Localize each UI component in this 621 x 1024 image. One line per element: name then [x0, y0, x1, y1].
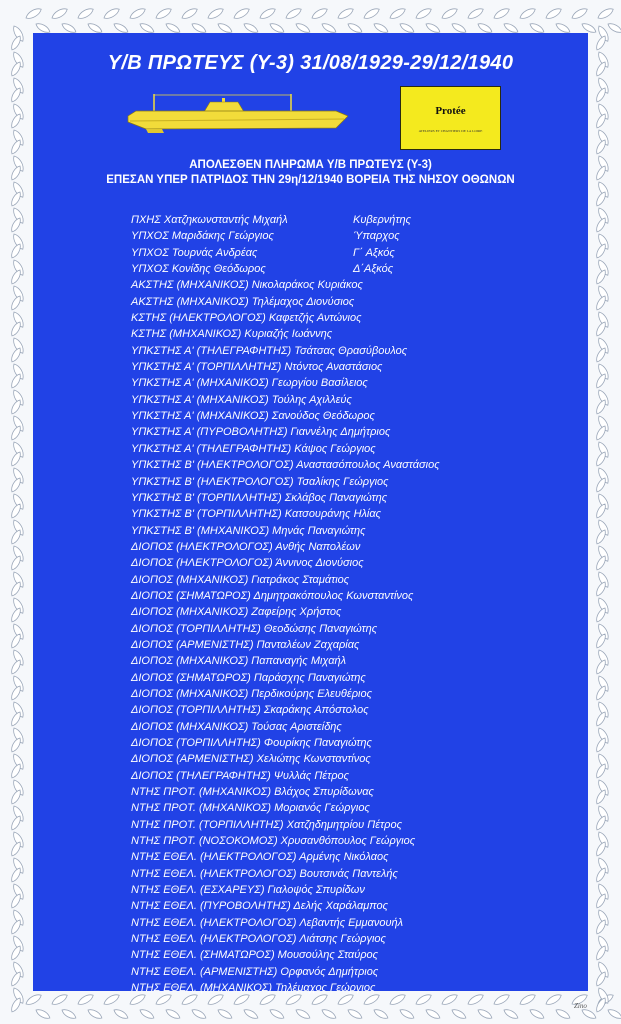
- laurel-leaf: [9, 269, 22, 286]
- crew-name: ΝΤΗΣ ΕΘΕΛ. (ΕΣΧΑΡΕΥΣ) Γιαλοψός Σπυρίδων: [131, 884, 365, 897]
- laurel-leaf: [594, 347, 607, 364]
- laurel-leaf: [594, 477, 607, 494]
- laurel-leaf: [594, 87, 607, 104]
- laurel-leaf: [269, 1007, 286, 1020]
- flag-name: Protée: [435, 105, 466, 117]
- list-item: [131, 686, 551, 702]
- laurel-leaf: [594, 841, 607, 858]
- crew-name: ΥΠΚΣΤΗΣ Α' (ΤΗΛΕΓΡΑΦΗΤΗΣ) Κάψος Γεώργιος: [131, 442, 376, 455]
- crew-name: ΥΠΚΣΤΗΣ Β' (ΗΛΕΚΤΡΟΛΟΓΟΣ) Τσαλίκης Γεώργιος: [131, 475, 389, 488]
- crew-name: ΔΙΟΠΟΣ (ΜΗΧΑΝΙΚΟΣ) Ζαφείρης Χρήστος: [131, 606, 342, 619]
- laurel-leaf: [607, 21, 621, 34]
- laurel-leaf: [594, 893, 607, 910]
- laurel-leaf: [492, 6, 511, 21]
- laurel-leaf: [594, 217, 607, 234]
- laurel-leaf: [9, 191, 22, 208]
- laurel-leaf: [414, 6, 433, 21]
- laurel-leaf: [9, 971, 22, 988]
- list-item: [131, 245, 551, 261]
- crew-name: ΠΧΗΣ Χατζηκωνσταντής Μιχαήλ: [131, 214, 288, 226]
- laurel-leaf: [9, 503, 22, 520]
- list-item: [131, 621, 551, 637]
- laurel-leaf: [594, 191, 607, 208]
- crew-name: ΔΙΟΠΟΣ (ΜΗΧΑΝΙΚΟΣ) Τούσας Αριστείδης: [131, 720, 342, 733]
- list-item: [131, 768, 551, 784]
- laurel-leaf: [50, 6, 69, 21]
- laurel-leaf: [425, 1007, 442, 1020]
- laurel-leaf: [440, 6, 459, 21]
- crew-name: ΔΙΟΠΟΣ (ΜΗΧΑΝΙΚΟΣ) Γιατράκος Σταμάτιος: [131, 573, 350, 586]
- crew-name: ΚΣΤΗΣ (ΗΛΕΚΤΡΟΛΟΓΟΣ) Καφετζής Αντώνιος: [131, 312, 362, 325]
- laurel-leaf: [607, 1007, 621, 1020]
- crew-role: Γ΄ Αξκός: [353, 246, 395, 259]
- page-title: Υ/Β ΠΡΩΤΕΥΣ (Υ-3) 31/08/1929-29/12/1940: [107, 52, 514, 74]
- laurel-leaf: [284, 6, 303, 21]
- laurel-leaf: [9, 997, 22, 1014]
- crew-name: ΚΣΤΗΣ (ΜΗΧΑΝΙΚΟΣ) Κυριαζής Ιωάννης: [131, 328, 333, 341]
- list-item: [131, 670, 551, 686]
- crew-name: ΝΤΗΣ ΕΘΕΛ. (ΗΛΕΚΤΡΟΛΟΓΟΣ) Λιάτσης Γεώργιος: [131, 933, 386, 946]
- laurel-leaf: [594, 295, 607, 312]
- crew-name: ΥΠΚΣΤΗΣ Α' (ΜΗΧΑΝΙΚΟΣ) Σανούδος Θεόδωρος: [131, 410, 375, 423]
- crew-name: ΝΤΗΣ ΕΘΕΛ. (ΗΛΕΚΤΡΟΛΟΓΟΣ) Αρμένης Νικόλαος: [131, 851, 389, 864]
- laurel-leaf: [594, 789, 607, 806]
- crew-name: ΔΙΟΠΟΣ (ΜΗΧΑΝΙΚΟΣ) Περδικούρης Ελευθέριος: [131, 687, 372, 700]
- laurel-leaf: [9, 633, 22, 650]
- crew-name: ΝΤΗΣ ΠΡΟΤ. (ΜΗΧΑΝΙΚΟΣ) Βλάχος Σπυρίδωνας: [131, 786, 374, 799]
- list-item: [131, 931, 551, 947]
- laurel-leaf: [544, 6, 563, 21]
- list-item: [131, 947, 551, 963]
- laurel-leaf: [596, 6, 615, 21]
- crew-name: ΝΤΗΣ ΕΘΕΛ. (ΗΛΕΚΤΡΟΛΟΓΟΣ) Βουτσινάς Παντελής: [131, 867, 398, 880]
- laurel-leaf: [9, 373, 22, 390]
- laurel-leaf: [180, 6, 199, 21]
- list-item: [131, 915, 551, 931]
- list-item: [131, 457, 551, 473]
- laurel-leaf: [258, 6, 277, 21]
- laurel-leaf: [594, 919, 607, 936]
- laurel-leaf: [9, 867, 22, 884]
- laurel-leaf: [9, 113, 22, 130]
- crew-name: ΔΙΟΠΟΣ (ΑΡΜΕΝΙΣΤΗΣ) Πανταλέων Ζαχαρίας: [131, 638, 360, 651]
- crew-role: Δ΄Αξκός: [353, 263, 394, 276]
- subtitle-line-2: ΕΠΕΣΑΝ ΥΠΕΡ ΠΑΤΡΙΔΟΣ ΤΗΝ 29η/12/1940 ΒΟΡΕΙΑ ΤΗΣ ΝΗΣΟΥ ΟΘΩΝΩΝ: [106, 174, 515, 186]
- laurel-leaf: [373, 1007, 390, 1020]
- crew-name: ΔΙΟΠΟΣ (ΣΗΜΑΤΩΡΟΣ) Δημητρακόπουλος Κωνσταντίνος: [131, 589, 414, 602]
- crew-name: ΥΠΚΣΤΗΣ Α' (ΤΗΛΕΓΡΑΦΗΤΗΣ) Τσάτσας Θρασύβουλος: [131, 344, 408, 357]
- list-item: [131, 702, 551, 718]
- list-item: [131, 849, 551, 865]
- crew-name: ΔΙΟΠΟΣ (ΜΗΧΑΝΙΚΟΣ) Παπαναγής Μιχαήλ: [131, 655, 347, 668]
- laurel-leaf: [570, 6, 589, 21]
- laurel-leaf: [113, 1007, 130, 1020]
- submarine-icon: [126, 90, 348, 136]
- list-item: [131, 735, 551, 751]
- list-item: [131, 719, 551, 735]
- list-item: [131, 964, 551, 980]
- laurel-leaf: [594, 607, 607, 624]
- list-item: [131, 424, 551, 440]
- list-item: [131, 523, 551, 539]
- laurel-leaf: [594, 503, 607, 520]
- laurel-leaf: [217, 1007, 234, 1020]
- laurel-leaf: [9, 347, 22, 364]
- subtitle-line-1: ΑΠΟΛΕΣΘΕΝ ΠΛΗΡΩΜΑ Υ/Β ΠΡΩΤΕΥΣ (Υ-3): [189, 159, 432, 171]
- list-item: [131, 474, 551, 490]
- laurel-leaf: [9, 841, 22, 858]
- laurel-leaf: [243, 1007, 260, 1020]
- crew-name: ΝΤΗΣ ΕΘΕΛ. (ΜΗΧΑΝΙΚΟΣ) Τηλέμαχος Γεώργιος: [131, 982, 376, 995]
- laurel-leaf: [321, 1007, 338, 1020]
- laurel-leaf: [24, 992, 43, 1007]
- laurel-leaf: [139, 1007, 156, 1020]
- protee-flag: [400, 86, 501, 150]
- crew-name: ΝΤΗΣ ΠΡΟΤ. (ΤΟΡΠΙΛΛΗΤΗΣ) Χατζηδημητρίου Πέτρος: [131, 818, 402, 831]
- laurel-leaf: [9, 789, 22, 806]
- list-item: [131, 326, 551, 342]
- laurel-leaf: [518, 6, 537, 21]
- laurel-leaf: [594, 451, 607, 468]
- laurel-leaf: [594, 581, 607, 598]
- laurel-leaf: [9, 139, 22, 156]
- crew-name: ΔΙΟΠΟΣ (ΤΟΡΠΙΛΛΗΤΗΣ) Θεοδώσης Παναγιώτης: [131, 622, 378, 635]
- laurel-leaf: [594, 659, 607, 676]
- laurel-leaf: [165, 1007, 182, 1020]
- laurel-leaf: [594, 243, 607, 260]
- list-item: [131, 343, 551, 359]
- list-item: [131, 882, 551, 898]
- laurel-leaf: [466, 6, 485, 21]
- crew-name: ΝΤΗΣ ΕΘΕΛ. (ΗΛΕΚΤΡΟΛΟΓΟΣ) Λεβαντής Εμμανουήλ: [131, 916, 404, 929]
- signature: Zino: [574, 1002, 587, 1010]
- laurel-leaf: [594, 139, 607, 156]
- crew-name: ΥΠΧΟΣ Τουρνάς Ανδρέας: [131, 246, 258, 259]
- list-item: [131, 261, 551, 277]
- list-item: [131, 898, 551, 914]
- crew-name: ΥΠΚΣΤΗΣ Α' (ΜΗΧΑΝΙΚΟΣ) Γεωργίου Βασίλειος: [131, 377, 368, 390]
- laurel-leaf: [594, 633, 607, 650]
- laurel-leaf: [9, 321, 22, 338]
- subtitle: [0, 158, 621, 188]
- laurel-leaf: [9, 893, 22, 910]
- crew-name: ΝΤΗΣ ΕΘΕΛ. (ΠΥΡΟΒΟΛΗΤΗΣ) Δελής Χαράλαμπος: [131, 900, 388, 913]
- crew-name: ΔΙΟΠΟΣ (ΗΛΕΚΤΡΟΛΟΓΟΣ) Άννινος Διονύσιος: [131, 557, 364, 570]
- laurel-leaf: [9, 35, 22, 52]
- laurel-leaf: [594, 399, 607, 416]
- list-item: [131, 817, 551, 833]
- laurel-leaf: [206, 6, 225, 21]
- list-item: [131, 228, 551, 244]
- laurel-leaf: [336, 6, 355, 21]
- laurel-leaf: [50, 992, 69, 1007]
- laurel-leaf: [9, 815, 22, 832]
- laurel-leaf: [594, 685, 607, 702]
- crew-name: ΥΠΚΣΤΗΣ Α' (ΤΟΡΠΙΛΛΗΤΗΣ) Ντόντος Αναστάσιος: [131, 361, 383, 374]
- laurel-leaf: [594, 971, 607, 988]
- list-item: [131, 653, 551, 669]
- list-item: [131, 392, 551, 408]
- list-item: [131, 408, 551, 424]
- laurel-leaf: [9, 737, 22, 754]
- laurel-leaf: [9, 243, 22, 260]
- laurel-leaf: [503, 1007, 520, 1020]
- crew-name: ΔΙΟΠΟΣ (ΤΗΛΕΓΡΑΦΗΤΗΣ) Ψυλλάς Πέτρος: [131, 769, 350, 782]
- laurel-leaf: [9, 477, 22, 494]
- crew-name: ΥΠΚΣΤΗΣ Α' (ΠΥΡΟΒΟΛΗΤΗΣ) Γιαννέλης Δημήτριος: [131, 426, 391, 439]
- laurel-leaf: [594, 269, 607, 286]
- laurel-leaf: [477, 1007, 494, 1020]
- laurel-leaf: [154, 6, 173, 21]
- crew-name: ΔΙΟΠΟΣ (ΗΛΕΚΤΡΟΛΟΓΟΣ) Ανθής Ναπολέων: [131, 540, 361, 553]
- flag-motto: ATELIERS ET CHANTIERS DE LA LOIRE: [418, 129, 483, 133]
- laurel-leaf: [594, 815, 607, 832]
- laurel-leaf: [232, 6, 251, 21]
- list-item: [131, 359, 551, 375]
- laurel-leaf: [594, 711, 607, 728]
- laurel-leaf: [9, 87, 22, 104]
- laurel-leaf: [128, 6, 147, 21]
- laurel-leaf: [102, 6, 121, 21]
- laurel-leaf: [9, 295, 22, 312]
- laurel-leaf: [9, 581, 22, 598]
- crew-name: ΔΙΟΠΟΣ (ΣΗΜΑΤΩΡΟΣ) Παράσχης Παναγιώτης: [131, 671, 366, 684]
- laurel-leaf: [451, 1007, 468, 1020]
- list-item: [131, 980, 551, 996]
- list-item: [131, 637, 551, 653]
- crew-name: ΥΠΚΣΤΗΣ Β' (ΤΟΡΠΙΛΛΗΤΗΣ) Κατσουράνης Ηλίας: [131, 508, 381, 521]
- laurel-leaf: [9, 425, 22, 442]
- list-item: [131, 539, 551, 555]
- crew-name: ΝΤΗΣ ΕΘΕΛ. (ΣΗΜΑΤΩΡΟΣ) Μουσούλης Σταύρος: [131, 949, 379, 962]
- crew-name: ΥΠΧΟΣ Μαριδάκης Γεώργιος: [131, 230, 274, 243]
- list-item: [131, 310, 551, 326]
- laurel-leaf: [388, 6, 407, 21]
- laurel-leaf: [9, 763, 22, 780]
- laurel-leaf: [87, 1007, 104, 1020]
- laurel-leaf: [76, 992, 95, 1007]
- crew-name: ΔΙΟΠΟΣ (ΑΡΜΕΝΙΣΤΗΣ) Χελιώτης Κωνσταντίνος: [131, 753, 371, 766]
- list-item: [131, 784, 551, 800]
- laurel-leaf: [35, 1007, 52, 1020]
- crew-name: ΔΙΟΠΟΣ (ΤΟΡΠΙΛΛΗΤΗΣ) Σκαράκης Απόστολος: [131, 704, 369, 717]
- list-item: [131, 866, 551, 882]
- laurel-leaf: [9, 659, 22, 676]
- laurel-leaf: [594, 945, 607, 962]
- laurel-leaf: [76, 6, 95, 21]
- laurel-leaf: [9, 529, 22, 546]
- crew-name: ΝΤΗΣ ΕΘΕΛ. (ΑΡΜΕΝΙΣΤΗΣ) Ορφανός Δημήτριος: [131, 965, 379, 978]
- list-item: [131, 506, 551, 522]
- laurel-leaf: [310, 6, 329, 21]
- crew-list: [131, 212, 551, 997]
- laurel-leaf: [9, 399, 22, 416]
- laurel-leaf: [594, 373, 607, 390]
- laurel-leaf: [594, 321, 607, 338]
- crew-name: ΥΠΚΣΤΗΣ Β' (ΤΟΡΠΙΛΛΗΤΗΣ) Σκλάβος Παναγιώτης: [131, 491, 388, 504]
- laurel-leaf: [529, 1007, 546, 1020]
- crew-name: ΔΙΟΠΟΣ (ΤΟΡΠΙΛΛΗΤΗΣ) Φουρίκης Παναγιώτης: [131, 737, 372, 749]
- laurel-leaf: [594, 113, 607, 130]
- crew-name: ΑΚΣΤΗΣ (ΜΗΧΑΝΙΚΟΣ) Τηλέμαχος Διονύσιος: [131, 295, 355, 308]
- list-item: [131, 375, 551, 391]
- laurel-leaf: [9, 711, 22, 728]
- list-item: [131, 751, 551, 767]
- laurel-leaf: [555, 1007, 572, 1020]
- laurel-leaf: [24, 6, 43, 21]
- list-item: [131, 277, 551, 293]
- crew-name: ΑΚΣΤΗΣ (ΜΗΧΑΝΙΚΟΣ) Νικολαράκος Κυριάκος: [131, 279, 363, 292]
- laurel-leaf: [9, 919, 22, 936]
- laurel-leaf: [594, 555, 607, 572]
- laurel-leaf: [594, 867, 607, 884]
- crew-name: ΥΠΚΣΤΗΣ Β' (ΜΗΧΑΝΙΚΟΣ) Μηνάς Παναγιώτης: [131, 524, 366, 537]
- crew-role: Κυβερνήτης: [353, 214, 411, 226]
- crew-name: ΝΤΗΣ ΠΡΟΤ. (ΝΟΣΟΚΟΜΟΣ) Χρυσανθόπουλος Γεώργιος: [131, 835, 416, 848]
- laurel-leaf: [9, 607, 22, 624]
- laurel-leaf: [61, 1007, 78, 1020]
- crew-name: ΝΤΗΣ ΠΡΟΤ. (ΜΗΧΑΝΙΚΟΣ) Μοριανός Γεώργιος: [131, 802, 370, 815]
- laurel-leaf: [9, 555, 22, 572]
- laurel-leaf: [9, 451, 22, 468]
- crew-name: ΥΠΚΣΤΗΣ Β' (ΗΛΕΚΤΡΟΛΟΓΟΣ) Αναστασόπουλος Αναστάσιος: [131, 459, 440, 472]
- laurel-leaf: [594, 737, 607, 754]
- crew-role: Ύπαρχος: [353, 230, 400, 243]
- laurel-leaf: [362, 6, 381, 21]
- laurel-leaf: [594, 425, 607, 442]
- laurel-leaf: [9, 217, 22, 234]
- list-item: [131, 555, 551, 571]
- list-item: [131, 441, 551, 457]
- crew-name: ΥΠΧΟΣ Κονίδης Θεόδωρος: [131, 263, 266, 276]
- list-item: [131, 800, 551, 816]
- laurel-leaf: [9, 945, 22, 962]
- list-item: [131, 212, 551, 228]
- list-item: [131, 572, 551, 588]
- laurel-leaf: [399, 1007, 416, 1020]
- list-item: [131, 294, 551, 310]
- laurel-leaf: [9, 685, 22, 702]
- list-item: [131, 604, 551, 620]
- laurel-leaf: [102, 992, 121, 1007]
- list-item: [131, 833, 551, 849]
- laurel-leaf: [191, 1007, 208, 1020]
- laurel-leaf: [295, 1007, 312, 1020]
- laurel-leaf: [594, 763, 607, 780]
- laurel-leaf: [594, 529, 607, 546]
- laurel-leaf: [347, 1007, 364, 1020]
- list-item: [131, 490, 551, 506]
- list-item: [131, 588, 551, 604]
- crew-name: ΥΠΚΣΤΗΣ Α' (ΜΗΧΑΝΙΚΟΣ) Τούλης Αχιλλεύς: [131, 393, 352, 406]
- laurel-leaf: [594, 35, 607, 52]
